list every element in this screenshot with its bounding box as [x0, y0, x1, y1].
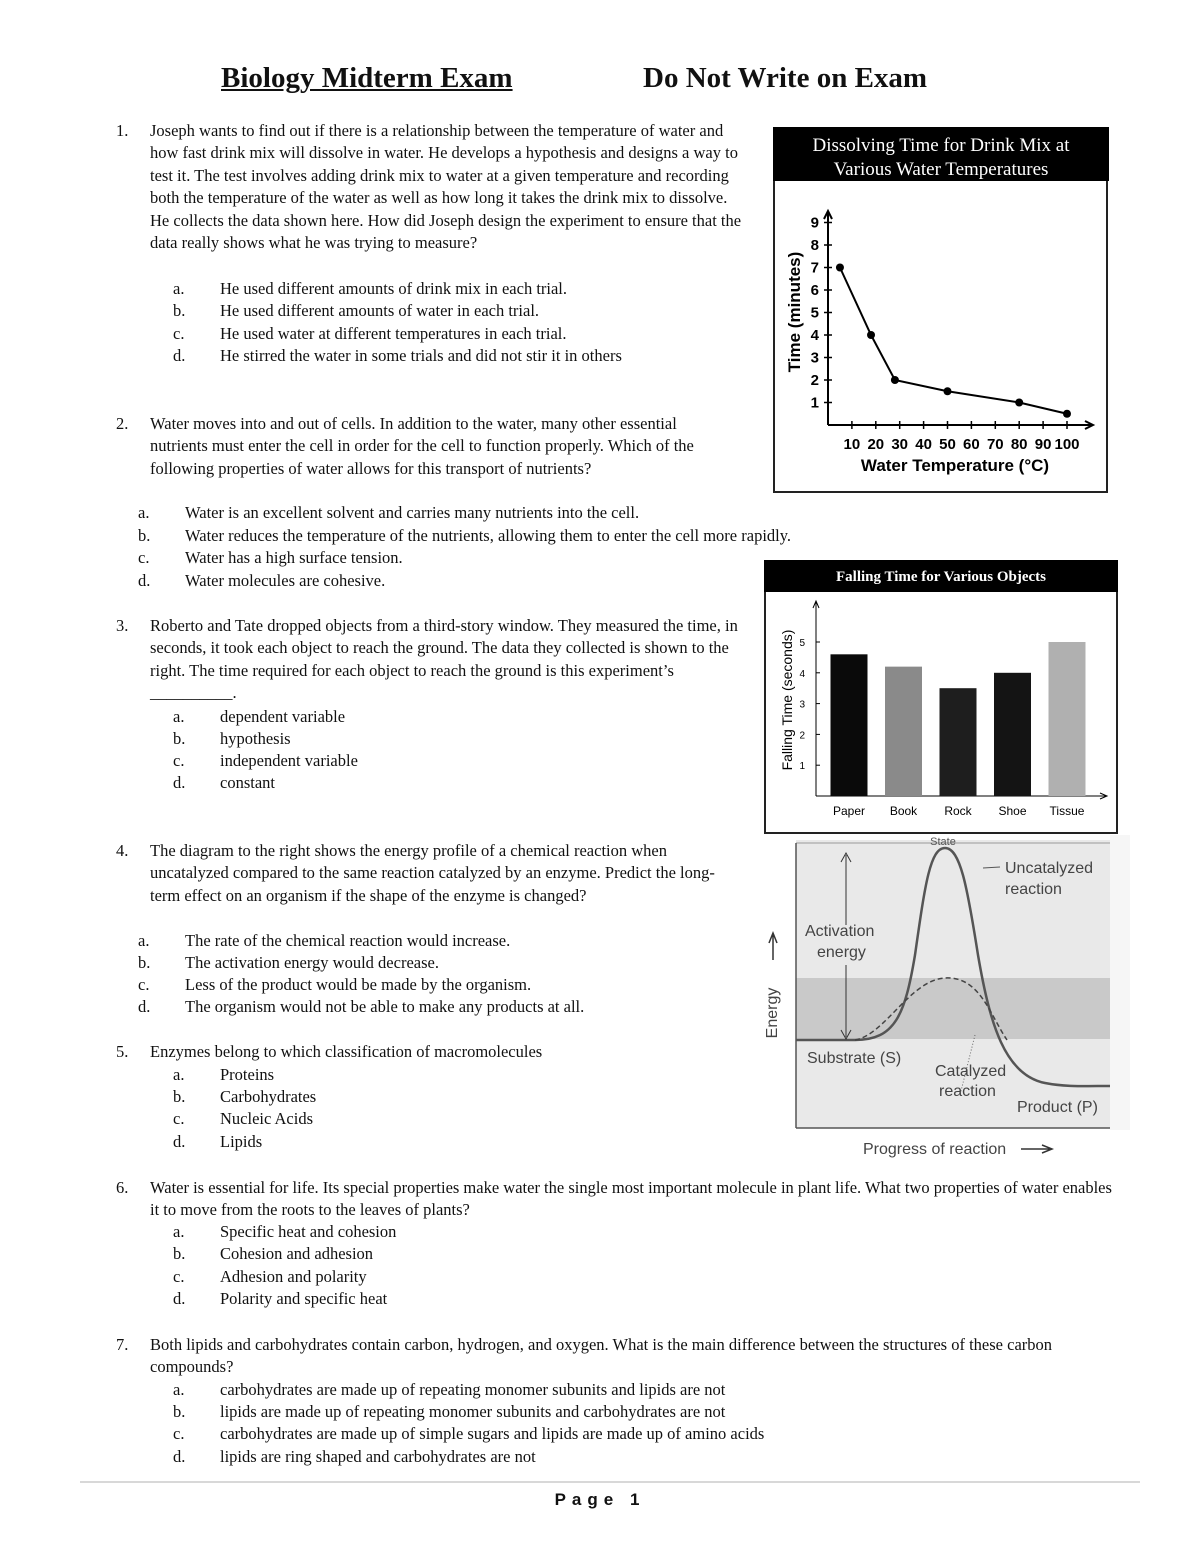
data-point	[891, 376, 899, 384]
option-letter: c.	[173, 1424, 185, 1443]
y-tick-label: 3	[810, 349, 819, 367]
x-tick-label: 20	[867, 436, 885, 453]
chart-title: Various Water Temperatures	[833, 159, 1049, 180]
page-number: Page 1	[554, 1490, 646, 1509]
diagram-margin	[1110, 835, 1130, 1130]
option-text: He used different amounts of water in each trial.	[220, 301, 540, 320]
option-letter: b.	[173, 1087, 186, 1106]
bar-book	[885, 667, 922, 796]
option-letter: d.	[173, 1289, 186, 1308]
energy-label: Energy	[764, 987, 781, 1039]
option-letter: d.	[173, 1447, 186, 1466]
x-tick-label: Paper	[832, 804, 866, 818]
exam-notice: Do Not Write on Exam	[643, 62, 928, 94]
option-letter: c.	[138, 975, 150, 994]
question-number: 6.	[116, 1178, 129, 1197]
question-text: Both lipids and carbohydrates contain carbon, hydrogen, and oxygen. What is the main difference between the structures of these carbon compounds?	[150, 1335, 1053, 1377]
option-letter: d.	[173, 346, 186, 365]
option-letter: b.	[173, 1244, 186, 1263]
option-letter: a.	[173, 1222, 185, 1241]
option-text: He used water at different temperatures in each trial.	[220, 324, 567, 343]
y-tick-label: 7	[810, 259, 819, 277]
question-text: Joseph wants to find out if there is a relationship between the temperature of water and how fast drink mix will dissolve in water. He develops a hypothesis and designs a way to test it. The test involves adding drink mix to water at a given temperature and recording both the temperature of the water as well as how long it takes the drink mix to dissolve. He collects the data shown here. How did Joseph design the experiment to ensure that the data really shows what he was trying to measure?	[150, 121, 742, 253]
x-axis-title: Water Temperature (°C)	[860, 456, 1050, 475]
y-tick-label: 1	[810, 394, 819, 412]
option-letter: d.	[173, 773, 186, 792]
x-tick-label: 70	[986, 436, 1004, 453]
x-tick-label: 40	[915, 436, 932, 453]
y-axis-title: Time (minutes)	[785, 251, 804, 373]
option-text: hypothesis	[220, 729, 291, 748]
bar-rock	[940, 688, 977, 796]
y-tick-label: 2	[799, 730, 805, 742]
option-text: constant	[220, 773, 275, 792]
option-text: independent variable	[220, 751, 358, 770]
option-letter: c.	[138, 548, 150, 567]
option-text: Adhesion and polarity	[220, 1267, 367, 1286]
catalyzed-label-2: reaction	[939, 1083, 996, 1100]
y-tick-label: 4	[799, 668, 805, 680]
x-tick-label: Book	[889, 804, 918, 818]
question-number: 3.	[116, 616, 129, 635]
option-text: Water molecules are cohesive.	[185, 571, 386, 590]
y-tick-label: 2	[810, 372, 819, 389]
option-text: Lipids	[220, 1132, 263, 1151]
progress-label: Progress of reaction	[863, 1141, 1007, 1158]
x-tick-label: 50	[939, 436, 956, 453]
x-tick-label: 30	[891, 436, 909, 453]
y-tick-label: 8	[810, 237, 819, 254]
y-tick-label: 3	[799, 699, 805, 711]
option-letter: c.	[173, 1109, 185, 1128]
option-letter: b.	[138, 953, 151, 972]
catalyzed-label-1: Catalyzed	[935, 1063, 1007, 1080]
option-letter: a.	[173, 1380, 185, 1399]
option-letter: b.	[173, 1402, 186, 1421]
option-letter: d.	[138, 571, 151, 590]
y-tick-label: 5	[810, 304, 819, 322]
question-number: 1.	[116, 121, 129, 140]
y-tick-label: 4	[810, 327, 819, 344]
option-text: carbohydrates are made up of repeating monomer subunits and lipids are not	[220, 1380, 726, 1399]
chart-title: Falling Time for Various Objects	[835, 569, 1047, 585]
y-tick-label: 1	[799, 761, 805, 773]
x-tick-label: 80	[1010, 436, 1028, 453]
x-tick-label: Shoe	[998, 804, 1027, 818]
x-tick-label: Rock	[944, 804, 972, 818]
data-point	[836, 264, 844, 272]
option-text: Proteins	[220, 1065, 275, 1084]
x-tick-label: 90	[1034, 436, 1052, 453]
dissolving-time-chart	[773, 127, 1109, 494]
option-text: The activation energy would decrease.	[185, 953, 439, 972]
uncatalyzed-label-2: reaction	[1005, 881, 1062, 898]
chart-title: Dissolving Time for Drink Mix at	[812, 135, 1070, 156]
data-point	[1063, 410, 1071, 418]
y-tick-label: 5	[799, 638, 805, 649]
option-letter: d.	[138, 997, 151, 1016]
energy-arrow-icon	[769, 933, 777, 960]
option-text: Water has a high surface tension.	[185, 548, 403, 567]
x-tick-label: 60	[963, 436, 980, 453]
question-number: 2.	[116, 414, 129, 433]
option-letter: c.	[173, 1267, 185, 1286]
option-letter: c.	[173, 324, 185, 343]
option-letter: a.	[138, 503, 150, 522]
product-label: Product (P)	[1017, 1099, 1098, 1116]
falling-time-chart	[764, 560, 1118, 834]
uncatalyzed-label-1: Uncatalyzed	[1005, 860, 1094, 877]
top-label: State	[930, 836, 956, 848]
x-tick-label: Tissue	[1049, 804, 1085, 818]
option-text: Water is an excellent solvent and carries many nutrients into the cell.	[185, 503, 640, 522]
x-tick-label: 100	[1054, 436, 1080, 453]
bar-shoe	[994, 673, 1031, 796]
option-letter: a.	[173, 279, 185, 298]
option-text: Cohesion and adhesion	[220, 1244, 374, 1263]
option-text: Carbohydrates	[220, 1087, 317, 1106]
y-tick-label: 6	[810, 282, 819, 299]
option-letter: b.	[138, 526, 151, 545]
data-point	[1015, 399, 1023, 407]
option-letter: b.	[173, 301, 186, 320]
option-letter: d.	[173, 1132, 186, 1151]
activation-label-1: Activation	[805, 923, 875, 940]
question-text: Roberto and Tate dropped objects from a third-story window. They measured the time, in seconds, it took each object to reach the ground. The data they collected is shown to the right. The time required for each object to reach the ground is this experiment’s __________.	[150, 616, 738, 703]
option-text: Nucleic Acids	[220, 1109, 314, 1128]
option-letter: b.	[173, 729, 186, 748]
question-text: Enzymes belong to which classification of macromolecules	[150, 1042, 543, 1061]
activation-band	[796, 978, 1110, 1039]
option-text: lipids are ring shaped and carbohydrates are not	[220, 1447, 536, 1466]
data-point	[944, 387, 952, 395]
option-text: Polarity and specific heat	[220, 1289, 388, 1308]
option-text: The rate of the chemical reaction would increase.	[185, 931, 511, 950]
option-text: He used different amounts of drink mix in each trial.	[220, 279, 568, 298]
option-letter: a.	[173, 707, 185, 726]
option-text: Water reduces the temperature of the nutrients, allowing them to enter the cell more rapidly.	[185, 526, 792, 545]
energy-profile-diagram	[745, 835, 1135, 1165]
option-letter: a.	[173, 1065, 185, 1084]
question-text: Water moves into and out of cells. In addition to the water, many other essential nutrients must enter the cell in order for the cell to function properly. Which of the following properties of water allows for this transport of nutrients?	[150, 414, 694, 478]
option-text: carbohydrates are made up of simple sugars and lipids are made up of amino acids	[220, 1424, 765, 1443]
option-text: Less of the product would be made by the organism.	[185, 975, 532, 994]
data-point	[867, 331, 875, 339]
option-text: He stirred the water in some trials and did not stir it in others	[220, 346, 622, 365]
question-number: 4.	[116, 841, 129, 860]
progress-arrow-icon	[1021, 1145, 1052, 1153]
option-text: Specific heat and cohesion	[220, 1222, 397, 1241]
question-text: The diagram to the right shows the energy profile of a chemical reaction when uncatalyzed compared to the same reaction catalyzed by an enzyme. Predict the long-term effect on an organism if the shape of the enzyme is changed?	[150, 841, 715, 905]
question-number: 5.	[116, 1042, 129, 1061]
question-number: 7.	[116, 1335, 129, 1354]
y-axis-title: Falling Time (seconds)	[779, 629, 795, 771]
substrate-label: Substrate (S)	[807, 1050, 902, 1067]
bar-tissue	[1049, 642, 1086, 796]
x-tick-label: 10	[843, 436, 861, 453]
option-text: lipids are made up of repeating monomer subunits and carbohydrates are not	[220, 1402, 726, 1421]
footer-divider	[80, 1481, 1140, 1483]
activation-label-2: energy	[817, 944, 866, 961]
option-text: dependent variable	[220, 707, 346, 726]
option-text: The organism would not be able to make any products at all.	[185, 997, 585, 1016]
exam-title: Biology Midterm Exam	[221, 62, 513, 94]
bar-paper	[831, 654, 868, 796]
option-letter: c.	[173, 751, 185, 770]
y-tick-label: 9	[810, 214, 819, 232]
option-letter: a.	[138, 931, 150, 950]
question-text: Water is essential for life. Its special properties make water the single most important molecule in plant life. What two properties of water enables it to move from the roots to the leaves of plants?	[150, 1178, 1112, 1220]
